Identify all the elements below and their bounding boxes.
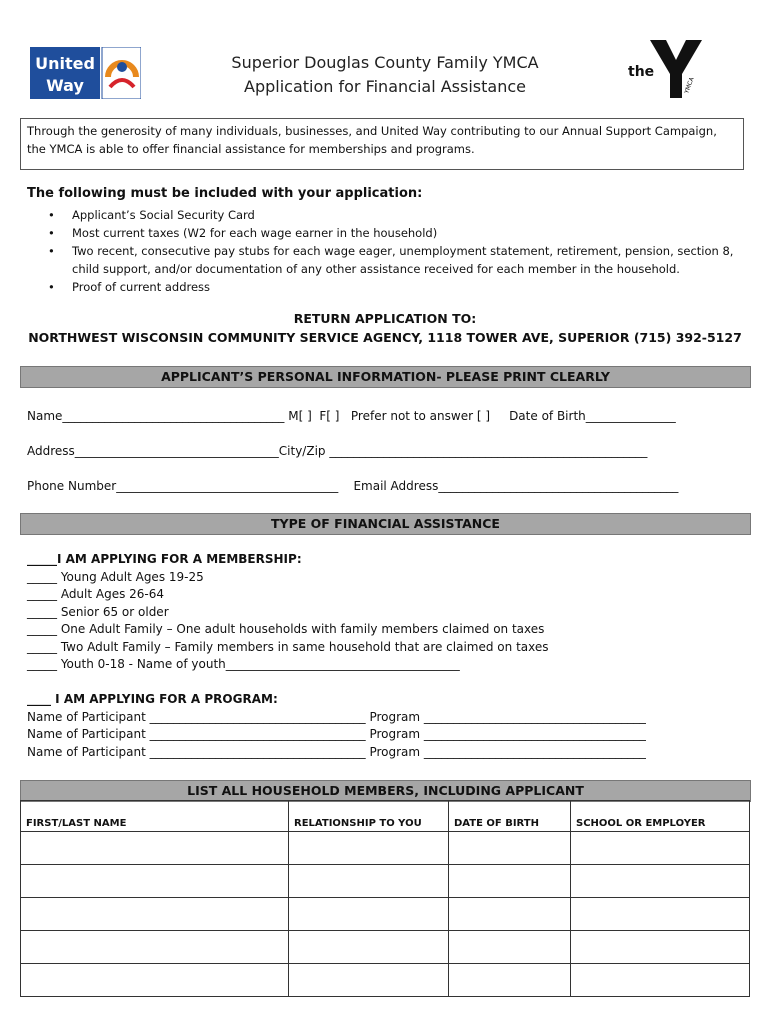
table-cell[interactable] (449, 964, 571, 997)
column-header-relationship: RELATIONSHIP TO YOU (289, 801, 449, 832)
table-cell[interactable] (449, 832, 571, 865)
table-header-row (21, 801, 750, 832)
united-way-logo (30, 47, 141, 99)
requirement-item: • Applicant’s Social Security Card (27, 206, 747, 224)
table-cell[interactable] (571, 865, 750, 898)
requirement-item: • Proof of current address (27, 278, 747, 296)
ymca-logo-the: the (628, 64, 655, 80)
table-row[interactable] (21, 832, 750, 865)
assistance-type-bar: TYPE OF FINANCIAL ASSISTANCE (20, 513, 751, 535)
table-cell[interactable] (289, 832, 449, 865)
membership-option[interactable]: _____ Senior 65 or older (27, 605, 169, 619)
table-cell[interactable] (449, 865, 571, 898)
membership-option[interactable]: _____ Adult Ages 26-64 (27, 587, 165, 601)
requirements-heading: The following must be included with your application: (27, 186, 423, 201)
requirement-item: • Most current taxes (W2 for each wage earner in the household) (27, 224, 747, 242)
form-subtitle: Application for Financial Assistance (244, 77, 526, 96)
table-cell[interactable] (289, 931, 449, 964)
table-row[interactable] (21, 931, 750, 964)
membership-option[interactable]: _____ Two Adult Family – Family members in same household that are claimed on taxes (27, 640, 549, 654)
requirement-item: • Two recent, consecutive pay stubs for each wage eager, unemployment statement, retirement, pension, section 8, child support, and/or documentation of any other assistance received for each member in the household. (27, 242, 747, 278)
table-cell[interactable] (289, 898, 449, 931)
table-cell[interactable] (289, 964, 449, 997)
column-header-name: FIRST/LAST NAME (21, 801, 289, 832)
ymca-logo-small: YMCA (683, 76, 696, 95)
membership-option[interactable]: _____ Youth 0-18 - Name of youth_______________________________________ (27, 657, 460, 671)
table-row[interactable] (21, 898, 750, 931)
personal-info-bar: APPLICANT’S PERSONAL INFORMATION- PLEASE PRINT CLEARLY (20, 366, 751, 388)
requirements-list (27, 206, 747, 296)
program-row[interactable]: Name of Participant ____________________________________ Program _____________________________________ (27, 745, 646, 759)
column-header-school-employer: SCHOOL OR EMPLOYER (571, 801, 750, 832)
table-cell[interactable] (449, 931, 571, 964)
membership-option[interactable]: _____ One Adult Family – One adult households with family members claimed on taxes (27, 622, 545, 636)
household-table (20, 800, 750, 997)
table-cell[interactable] (571, 931, 750, 964)
program-row[interactable]: Name of Participant ____________________________________ Program _____________________________________ (27, 727, 646, 741)
table-cell[interactable] (21, 832, 289, 865)
household-bar: LIST ALL HOUSEHOLD MEMBERS, INCLUDING APPLICANT (20, 780, 751, 802)
ymca-logo (626, 38, 708, 100)
column-header-dob: DATE OF BIRTH (449, 801, 571, 832)
address-field-line[interactable]: Address__________________________________City/Zip _____________________________________________________ (27, 444, 648, 458)
table-cell[interactable] (289, 865, 449, 898)
table-row[interactable] (21, 865, 750, 898)
intro-text: Through the generosity of many individuals, businesses, and United Way contributing to our Annual Support Campaign, the YMCA is able to offer financial assistance for memberships and programs. (20, 118, 744, 170)
table-row[interactable] (21, 964, 750, 997)
table-cell[interactable] (21, 898, 289, 931)
contact-field-line[interactable]: Phone Number_____________________________________ Email Address________________________________________ (27, 479, 679, 493)
table-cell[interactable] (571, 832, 750, 865)
membership-heading[interactable]: _____I AM APPLYING FOR A MEMBERSHIP: (27, 552, 302, 566)
united-way-text-line2: Way (46, 76, 84, 95)
name-field-line[interactable]: Name_____________________________________ M[ ] F[ ] Prefer not to answer [ ] Date of Birth_______________ (27, 409, 676, 423)
table-cell[interactable] (21, 964, 289, 997)
program-heading[interactable]: ____ I AM APPLYING FOR A PROGRAM: (27, 692, 278, 706)
program-row[interactable]: Name of Participant ____________________________________ Program _____________________________________ (27, 710, 646, 724)
form-title: Superior Douglas County Family YMCA (231, 53, 539, 72)
table-cell[interactable] (21, 865, 289, 898)
table-cell[interactable] (21, 931, 289, 964)
return-address: NORTHWEST WISCONSIN COMMUNITY SERVICE AGENCY, 1118 TOWER AVE, SUPERIOR (715) 392-5127 (28, 330, 742, 345)
table-cell[interactable] (571, 964, 750, 997)
table-cell[interactable] (449, 898, 571, 931)
table-cell[interactable] (571, 898, 750, 931)
return-heading: RETURN APPLICATION TO: (293, 311, 477, 326)
united-way-text-line1: United (35, 54, 95, 73)
membership-option[interactable]: _____ Young Adult Ages 19-25 (27, 570, 204, 584)
